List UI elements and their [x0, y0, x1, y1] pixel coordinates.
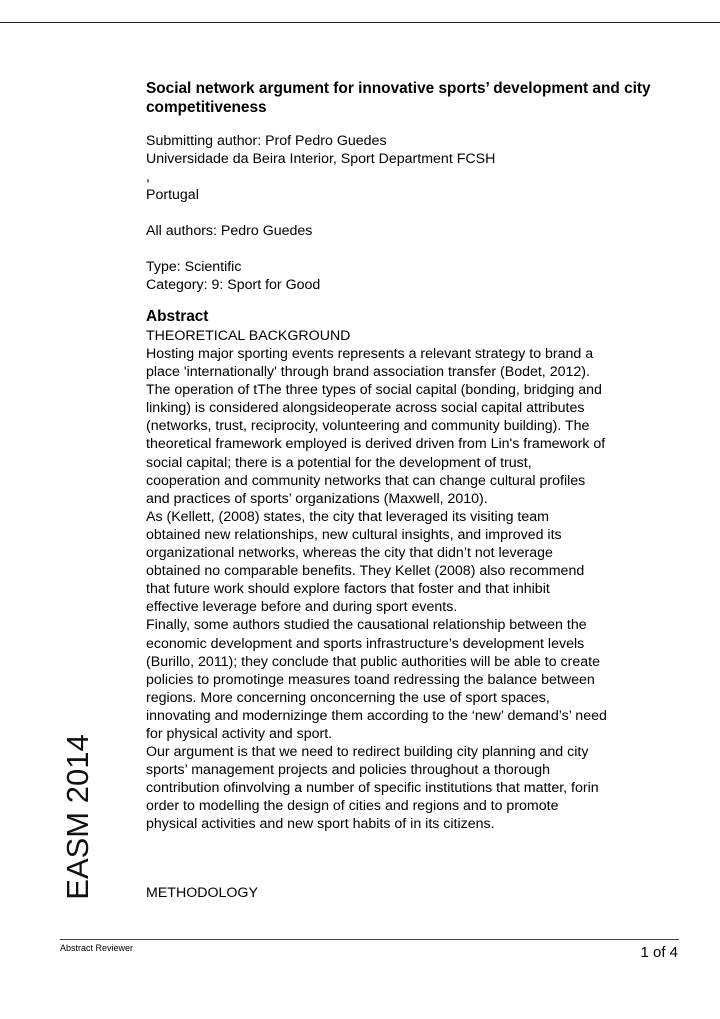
- page-title: Social network argument for innovative sports’ development and city competitiveness: [146, 80, 651, 116]
- all-authors: All authors: Pedro Guedes: [146, 223, 313, 239]
- affiliation-separator: ,: [146, 169, 150, 185]
- footer-rule: [60, 939, 679, 940]
- section-heading-background: THEORETICAL BACKGROUND: [146, 328, 351, 344]
- conference-side-label: EASM 2014: [60, 734, 95, 900]
- abstract-paragraph: As (Kellett, (2008) states, the city that leveraged its visiting team obtained new relationships, new cultural insights, and improved its organizational networks, whereas the city that didn’t not leverage obtained no comparable benefits. They Kellet (2008) also recommend that future work should explore factors that foster and that inhibit effective leverage before and during sport events.: [146, 508, 585, 616]
- country: Portugal: [146, 187, 199, 203]
- abstract-paragraph: Our argument is that we need to redirect building city planning and city sports’ management projects and policies throughout a thorough contribution ofinvolving a number of specific institutions that matter, forin order to modelling the design of cities and regions and to promote physical activities and new sport habits of in its citizens.: [146, 744, 599, 833]
- footer-reviewer-label: Abstract Reviewer: [60, 943, 134, 953]
- submission-type: Type: Scientific: [146, 259, 242, 275]
- top-rule: [0, 22, 720, 23]
- abstract-paragraph: Hosting major sporting events represents a relevant strategy to brand a place 'internationally' through brand association transfer (Bodet, 2012). The operation of tThe three types of social capital (bonding, bridging and linking) is considered alongsideoperate across social capital attributes (networks, trust, reciprocity, volunteering and community building). The theoretical framework employed is derived driven from Lin's framework of social capital; there is a potential for the development of trust, cooperation and community networks that can change cultural profiles and practices of sports’ organizations (Maxwell, 2010).: [146, 346, 606, 507]
- submitting-author: Submitting author: Prof Pedro Guedes: [146, 133, 387, 149]
- page-number: 1 of 4: [640, 944, 678, 961]
- submission-category: Category: 9: Sport for Good: [146, 277, 321, 293]
- section-heading-methodology: METHODOLOGY: [146, 885, 258, 901]
- affiliation: Universidade da Beira Interior, Sport Department FCSH: [146, 151, 496, 167]
- abstract-paragraph: Finally, some authors studied the causational relationship between the economic development and sports infrastructure’s development levels (Burillo, 2011); they conclude that public authorities will be able to create policies to promotinge measures toand redressing the balance between regions. More concerning onconcerning the use of sport spaces, innovating and modernizinge them according to the ‘new’ demand’s’ need for physical activity and sport.: [146, 617, 607, 742]
- abstract-content: [146, 79, 666, 834]
- abstract-heading: Abstract: [146, 308, 209, 325]
